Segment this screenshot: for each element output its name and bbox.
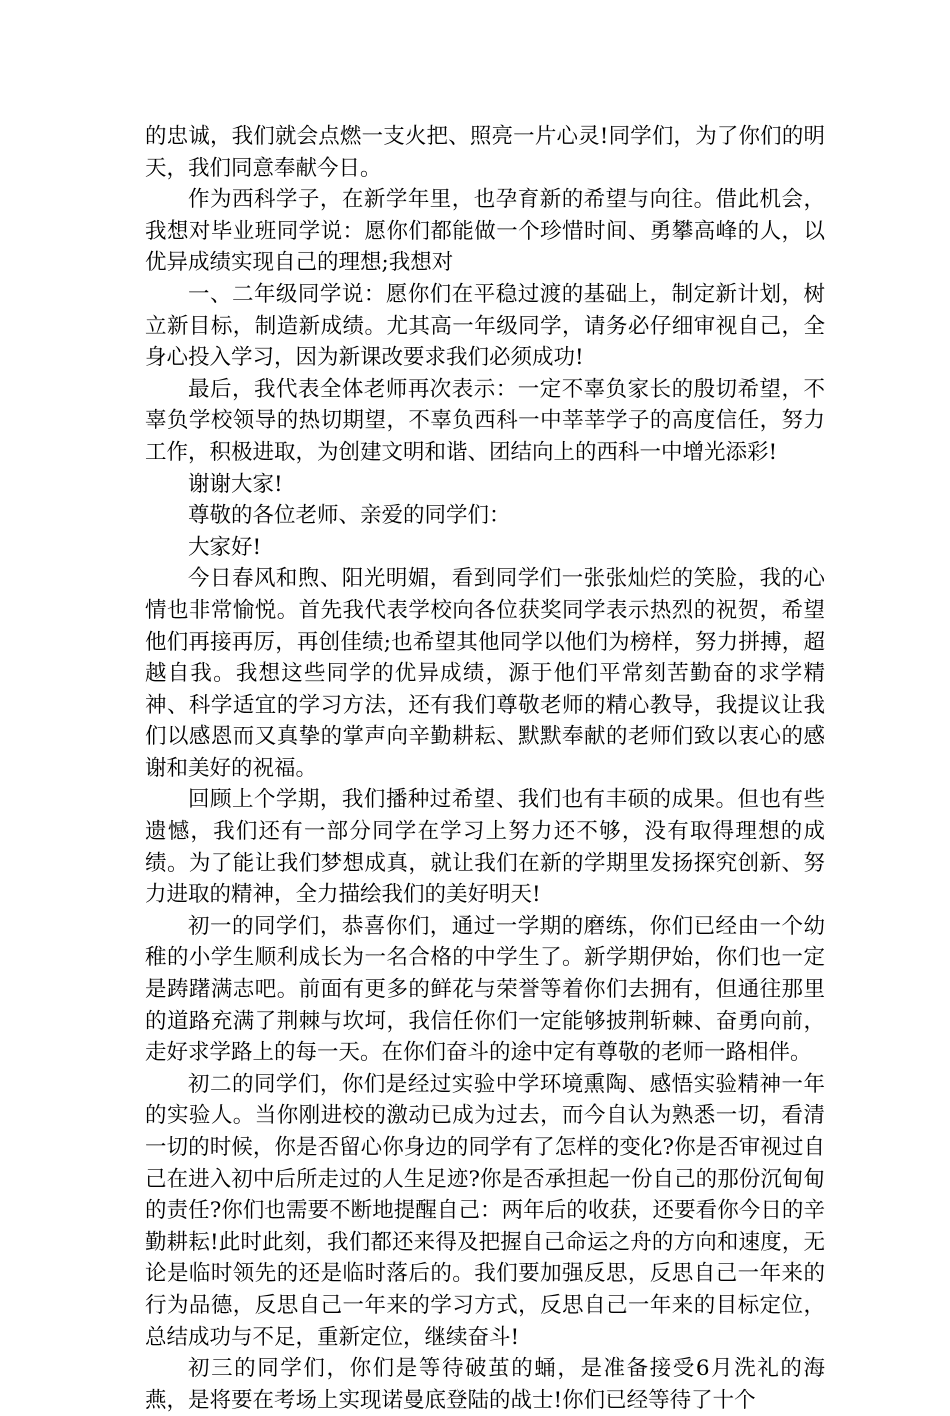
paragraph: 初二的同学们，你们是经过实验中学环境熏陶、感悟实验精神一年的实验人。当你刚进校的激动已成为过去，而今自认为熟悉一切，看清一切的时候，你是否留心你身边的同学有了怎样的变化?你是否审视过自己在进入初中后所走过的人生足迹?你是否承担起一份自己的那份沉甸甸的责任?你们也需要不断地提醒自己：两年后的收获，还要看你今日的辛勤耕耘!此时此刻，我们都还来得及把握自己命运之舟的方向和速度，无论是临时领先的还是临时落后的。我们要加强反思，反思自己一年来的行为品德，反思自己一年来的学习方式，反思自己一年来的目标定位，总结成功与不足，重新定位，继续奋斗! xyxy=(145,1071,825,1350)
paragraph: 回顾上个学期，我们播种过希望、我们也有丰硕的成果。但也有些遗憾，我们还有一部分同学在学习上努力还不够，没有取得理想的成绩。为了能让我们梦想成真，就让我们在新的学期里发扬探究创新、努力进取的精神，全力描绘我们的美好明天! xyxy=(145,787,825,908)
paragraph: 谢谢大家! xyxy=(188,471,283,497)
document-body xyxy=(145,121,825,1416)
paragraph: 作为西科学子，在新学年里，也孕育新的希望与向往。借此机会，我想对毕业班同学说：愿你们都能做一个珍惜时间、勇攀高峰的人，以优异成绩实现自己的理想;我想对 xyxy=(145,187,825,276)
paragraph: 初一的同学们，恭喜你们，通过一学期的磨练，你们已经由一个幼稚的小学生顺利成长为一名合格的中学生了。新学期伊始，你们也一定是踌躇满志吧。前面有更多的鲜花与荣誉等着你们去拥有，但通往那里的道路充满了荆棘与坎坷，我信任你们一定能够披荆斩棘、奋勇向前，走好求学路上的每一天。在你们奋斗的途中定有尊敬的老师一路相伴。 xyxy=(145,913,825,1066)
paragraph: 初三的同学们，你们是等待破茧的蛹，是准备接受6月洗礼的海燕，是将要在考场上实现诺曼底登陆的战士!你们已经等待了十个 xyxy=(145,1356,825,1413)
paragraph: 尊敬的各位老师、亲爱的同学们： xyxy=(188,503,511,529)
paragraph: 大家好! xyxy=(188,534,262,560)
paragraph: 一、二年级同学说：愿你们在平稳过渡的基础上，制定新计划，树立新目标，制造新成绩。尤其高一年级同学，请务必仔细审视自己，全身心投入学习，因为新课改要求我们必须成功! xyxy=(145,281,825,371)
paragraph: 最后，我代表全体老师再次表示：一定不辜负家长的殷切希望，不辜负学校领导的热切期望，不辜负西科一中莘莘学子的高度信任，努力工作，积极进取，为创建文明和谐、团结向上的西科一中增光添彩! xyxy=(145,376,825,465)
paragraph: 今日春风和煦、阳光明媚，看到同学们一张张灿烂的笑脸，我的心情也非常愉悦。首先我代表学校向各位获奖同学表示热烈的祝贺，希望他们再接再厉，再创佳绩;也希望其他同学以他们为榜样，努力拼搏，超越自我。我想这些同学的优异成绩，源于他们平常刻苦勤奋的求学精神、科学适宜的学习方法，还有我们尊敬老师的精心教导，我提议让我们以感恩而又真挚的掌声向辛勤耕耘、默默奉献的老师们致以衷心的感谢和美好的祝福。 xyxy=(145,566,825,781)
paragraph: 的忠诚，我们就会点燃一支火把、照亮一片心灵!同学们，为了你们的明天，我们同意奉献今日。 xyxy=(145,124,825,181)
